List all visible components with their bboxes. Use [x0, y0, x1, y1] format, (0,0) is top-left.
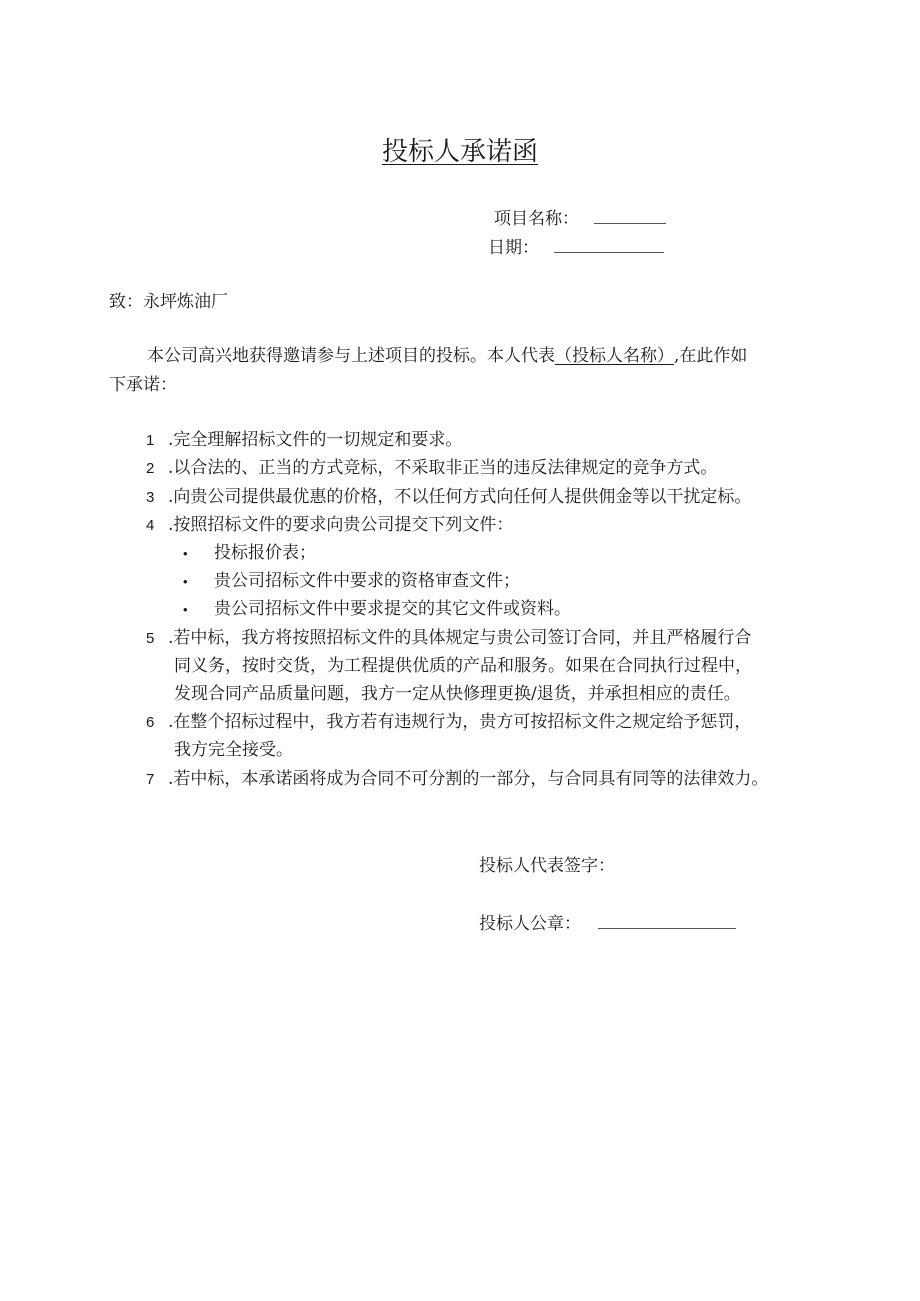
item-continuation: 发现合同产品质量问题，我方一定从快修理更换/退货，并承担相应的责任。 — [174, 684, 741, 704]
bidder-name-placeholder: （投标人名称） — [555, 346, 674, 366]
item-number: 7 — [146, 771, 155, 788]
item-text: .若中标，我方将按照招标文件的具体规定与贵公司签订合同，并且严格履行合 — [168, 628, 752, 648]
bullet-icon: • — [183, 574, 188, 589]
list-item — [146, 458, 717, 479]
list-item — [146, 487, 751, 508]
bullet-text: 贵公司招标文件中要求提交的其它文件或资料。 — [214, 599, 571, 619]
item-text: .完全理解招标文件的一切规定和要求。 — [168, 430, 463, 450]
item-text: .以合法的、正当的方式竞标，不采取非正当的违反法律规定的竞争方式。 — [168, 458, 718, 478]
intro-line-2: 下承诺： — [109, 375, 177, 395]
item-continuation: 我方完全接受。 — [174, 740, 293, 760]
item-text: .按照招标文件的要求向贵公司提交下列文件： — [168, 515, 514, 535]
bullet-text: 贵公司招标文件中要求的资格审查文件； — [214, 571, 520, 591]
intro-text-end: ,在此作如 — [674, 346, 748, 366]
date-field — [488, 238, 664, 258]
item-continuation: 同义务，按时交货，为工程提供优质的产品和服务。如果在合同执行过程中， — [174, 656, 752, 676]
date-label: 日期： — [488, 238, 539, 258]
item-number: 2 — [146, 460, 155, 477]
company-seal-label: 投标人公章： — [479, 914, 581, 934]
item-number: 5 — [146, 630, 155, 647]
list-item — [146, 712, 751, 733]
project-name-field — [494, 209, 666, 229]
bullet-item — [183, 543, 316, 564]
list-item — [146, 430, 462, 451]
intro-text: 本公司高兴地获得邀请参与上述项目的投标。本人代表 — [147, 346, 555, 366]
item-number: 3 — [146, 489, 155, 506]
company-seal-field — [479, 914, 736, 934]
bullet-icon: • — [183, 546, 188, 561]
item-text: .向贵公司提供最优惠的价格，不以任何方式向任何人提供佣金等以干扰定标。 — [168, 487, 752, 507]
addressee: 致：永坪炼油厂 — [109, 292, 228, 312]
item-text: .若中标，本承诺函将成为合同不可分割的一部分，与合同具有同等的法律效力。 — [168, 769, 769, 789]
list-item — [146, 628, 751, 649]
company-seal-blank — [598, 916, 736, 929]
project-name-blank — [594, 211, 666, 224]
item-number: 6 — [146, 714, 155, 731]
bullet-icon: • — [183, 602, 188, 617]
intro-line-1 — [147, 346, 747, 366]
item-number: 1 — [146, 432, 155, 449]
bullet-item — [183, 571, 520, 592]
title-text: 投标人承诺函 — [381, 137, 538, 167]
representative-signature-label: 投标人代表签字： — [479, 856, 615, 876]
item-number: 4 — [146, 517, 155, 534]
date-blank — [554, 240, 664, 253]
list-item — [146, 769, 768, 790]
bullet-text: 投标报价表； — [214, 543, 316, 563]
project-name-label: 项目名称： — [494, 209, 579, 229]
item-text: .在整个招标过程中，我方若有违规行为，贵方可按招标文件之规定给予惩罚， — [168, 712, 752, 732]
bullet-item — [183, 599, 571, 620]
list-item — [146, 515, 513, 536]
page-title — [0, 136, 920, 168]
